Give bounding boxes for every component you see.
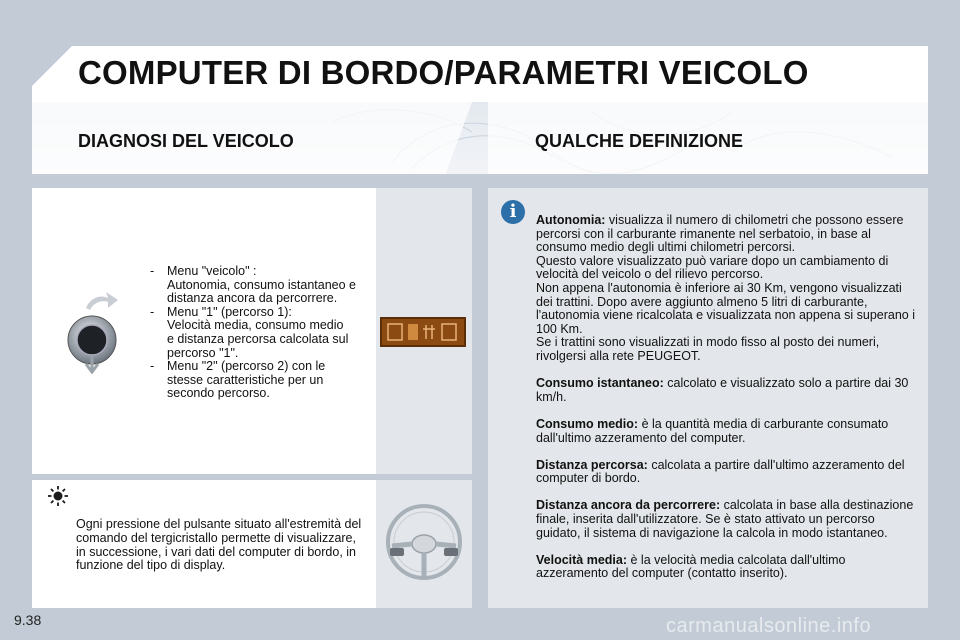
menu-line: - Menu "1" (percorso 1): xyxy=(167,304,292,319)
menu-line: percorso "1". xyxy=(167,345,239,360)
definition-text: Se i trattini sono visualizzati in modo fisso al posto dei numeri, rivolgersi alla rete PEUGEOT. xyxy=(536,335,880,363)
dashboard-display-icon xyxy=(380,317,466,347)
menu-line: - Menu "veicolo" : xyxy=(167,264,257,278)
menu-line: - Menu "2" (percorso 2) con le xyxy=(167,359,326,374)
definition-text: è la velocità media calcolata dall'ultimo azzeramento del computer (contatto inserito). xyxy=(536,552,846,581)
definition-term: Consumo istantaneo: xyxy=(536,376,664,391)
menu-list xyxy=(150,265,370,401)
definition-text: calcolata in base alla destinazione finale, inserita dall'utilizzatore. Se è stato attivato un percorso guidato, il sistema di navigazione la calcola in modo istantaneo. xyxy=(536,498,914,540)
definition-text: Questo valore visualizzato può variare dopo un cambiamento di velocità del veicolo o del rilievo percorso. xyxy=(536,253,889,282)
definition-consumo-medio xyxy=(536,418,918,445)
section-title-definizioni: QUALCHE DEFINIZIONE xyxy=(535,131,744,151)
definition-term: Distanza percorsa: xyxy=(536,457,648,472)
definition-text: visualizza il numero di chilometri che possono essere percorsi con il carburante rimanente nel serbatoio, in base al consumo medio degli ultimi chilometri percorsi. xyxy=(536,213,904,255)
definition-text: calcolata a partire dall'ultimo azzeramento del computer di bordo. xyxy=(536,457,905,486)
definition-text: è la quantità media di carburante consumato dall'ultimo azzeramento del computer. xyxy=(536,416,889,445)
definitions-list xyxy=(536,214,918,595)
info-icon: i xyxy=(501,200,525,224)
section-title-diagnosi: DIAGNOSI DEL VEICOLO xyxy=(78,131,294,151)
menu-item-percorso-2 xyxy=(150,360,370,401)
sun-tip-icon xyxy=(46,484,70,508)
menu-item-veicolo xyxy=(150,265,370,306)
page-number: 9.38 xyxy=(14,612,42,628)
definition-text: Non appena l'autonomia è inferiore ai 30 Km, vengono visualizzati dei trattini. Dopo avere aggiunto almeno 5 litri di carburante, l'autonomia viene ricalcolata e visualizzata non appena si superano i 100 Km. xyxy=(536,280,916,336)
page-title: COMPUTER DI BORDO/PARAMETRI VEICOLO xyxy=(78,54,809,91)
definition-text: calcolato e visualizzato solo a partire dai 30 km/h. xyxy=(536,376,909,404)
definition-distanza-percorsa xyxy=(536,459,918,486)
definition-autonomia xyxy=(536,214,918,364)
steering-wheel-icon xyxy=(382,500,466,584)
definition-velocita-media xyxy=(536,554,918,581)
menu-line: distanza ancora da percorrere. xyxy=(167,291,338,306)
menu-line: secondo percorso. xyxy=(167,386,270,401)
definition-distanza-ancora xyxy=(536,499,918,540)
menu-item-percorso-1 xyxy=(150,306,370,360)
menu-line: Velocità media, consumo medio xyxy=(167,318,344,333)
display-symbols xyxy=(382,319,464,345)
menu-line: stesse caratteristiche per un xyxy=(167,372,324,387)
tip-text: Ogni pressione del pulsante situato all'estremità del comando del tergicristallo permette di visualizzare, in successione, i vari dati del computer di bordo, in funzione del tipo di display. xyxy=(76,517,362,573)
definition-term: Velocità media: xyxy=(536,552,628,567)
definition-term: Autonomia: xyxy=(536,213,606,227)
definition-term: Distanza ancora da percorrere: xyxy=(536,498,721,513)
definition-term: Consumo medio: xyxy=(536,416,639,431)
rotary-knob-icon xyxy=(64,290,128,374)
definition-consumo-istantaneo xyxy=(536,377,918,404)
menu-line: Autonomia, consumo istantaneo e xyxy=(167,277,357,292)
menu-line: e distanza percorsa calcolata sul xyxy=(167,331,349,346)
watermark: carmanualsonline.info xyxy=(666,615,872,637)
